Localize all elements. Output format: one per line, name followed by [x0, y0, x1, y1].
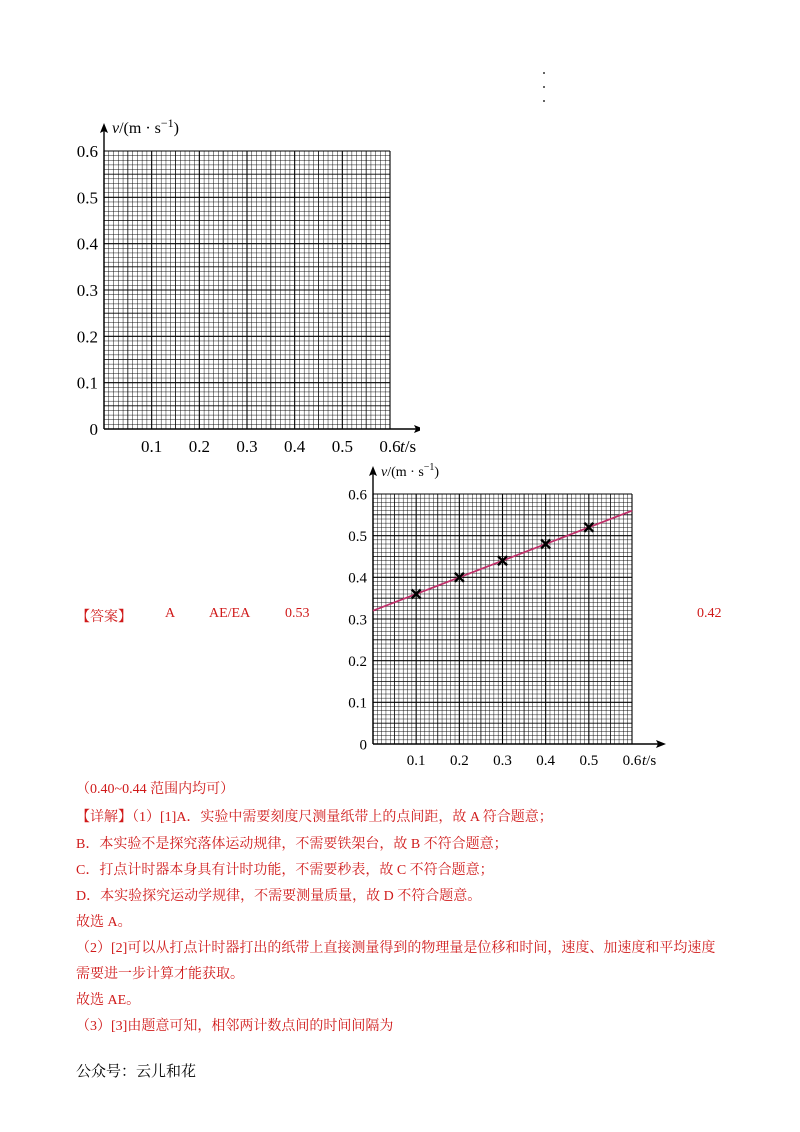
x-tick-label: 0.2: [449, 753, 469, 769]
y-tick-label: 0.4: [76, 234, 98, 254]
origin-label: 0: [359, 737, 367, 754]
explanation-line-4: D．本实验探究运动学规律，不需要测量质量，故 D 不符合题意。: [76, 889, 482, 904]
x-axis-var: t: [400, 437, 405, 455]
footer-text: 公众号：云儿和花: [76, 1062, 197, 1080]
y-axis-unit: /(m · s: [119, 120, 161, 137]
explanation-tag: 【详解】: [76, 810, 132, 825]
x-tick-label: 0.5: [579, 753, 599, 769]
answer-range-note: （0.40~0.44 范围内均可）: [76, 782, 235, 797]
answer-label: 【答案】: [76, 610, 132, 625]
x-tick-label: 0.4: [536, 753, 556, 769]
empty-vt-graph: [60, 110, 420, 455]
y-axis-unit: /(m · s: [387, 465, 424, 480]
answer-2: AE/EA: [209, 606, 251, 621]
grid: [104, 151, 390, 429]
explanation-line-8: 故选 AE。: [76, 993, 141, 1008]
y-axis-label: [112, 116, 179, 137]
x-tick-label: 0.3: [493, 753, 512, 769]
x-axis-unit: /s: [404, 437, 417, 455]
answer-4: 0.42: [697, 606, 722, 621]
y-axis-var: v: [381, 465, 388, 480]
explanation-line-3: C．打点计时器本身具有计时功能，不需要秒表，故 C 不符合题意；: [76, 863, 494, 878]
y-tick-label: 0.6: [76, 141, 98, 161]
origin-label: 0: [89, 419, 98, 439]
y-axis-var: v: [112, 120, 120, 137]
y-tick-label: 0.1: [76, 373, 98, 393]
y-axis-close: ): [434, 465, 440, 480]
explanation-line-1-text: （1）[1]A．实验中需要刻度尺测量纸带上的点间距，故 A 符合题意；: [132, 810, 553, 825]
explanation-line-9: （3）[3]由题意可知，相邻两计数点间的时间间隔为: [76, 1019, 394, 1034]
y-axis-exp: −1: [160, 116, 174, 130]
x-axis-var: t: [642, 753, 647, 769]
explanation-line-6: （2）[2]可以从打点计时器打出的纸带上直接测量得到的物理量是位移和时间，速度、加速度和平均速度: [76, 941, 716, 956]
x-axis-label: [642, 753, 656, 769]
explanation-line-5: 故选 A。: [76, 915, 132, 930]
y-tick-label: 0.3: [76, 280, 98, 300]
y-axis-close: ): [173, 120, 179, 137]
y-tick-label: 0.4: [348, 570, 367, 587]
margin-dots: [541, 72, 547, 114]
x-axis-unit: /s: [646, 753, 657, 769]
x-tick-label: 0.6: [622, 753, 642, 769]
answer-3: 0.53: [285, 606, 310, 621]
y-tick-label: 0.2: [348, 653, 367, 670]
x-tick-label: 0.1: [141, 437, 163, 455]
explanation-line-1: [76, 806, 553, 826]
y-tick-label: 0.5: [76, 188, 98, 208]
y-tick-label: 0.2: [76, 327, 98, 347]
x-tick-label: 0.3: [236, 437, 258, 455]
x-tick-label: 0.4: [284, 437, 306, 455]
x-tick-label: 0.1: [406, 753, 426, 769]
y-tick-label: 0.3: [348, 612, 367, 629]
x-axis-label: [400, 437, 416, 455]
y-axis-exp: −1: [423, 462, 435, 473]
y-axis-label: [381, 462, 439, 480]
explanation-line-2: B．本实验不是探究落体运动规律，不需要铁架台，故 B 不符合题意；: [76, 837, 508, 852]
answer-1: A: [165, 606, 176, 621]
y-tick-label: 0.5: [348, 528, 367, 545]
y-tick-label: 0.1: [348, 695, 367, 712]
x-tick-label: 0.2: [188, 437, 210, 455]
answer-vt-graph: [330, 455, 690, 780]
explanation-line-7: 需要进一步计算才能获取。: [76, 967, 244, 982]
x-tick-label: 0.6: [379, 437, 401, 455]
y-tick-label: 0.6: [348, 487, 367, 504]
x-tick-label: 0.5: [331, 437, 353, 455]
